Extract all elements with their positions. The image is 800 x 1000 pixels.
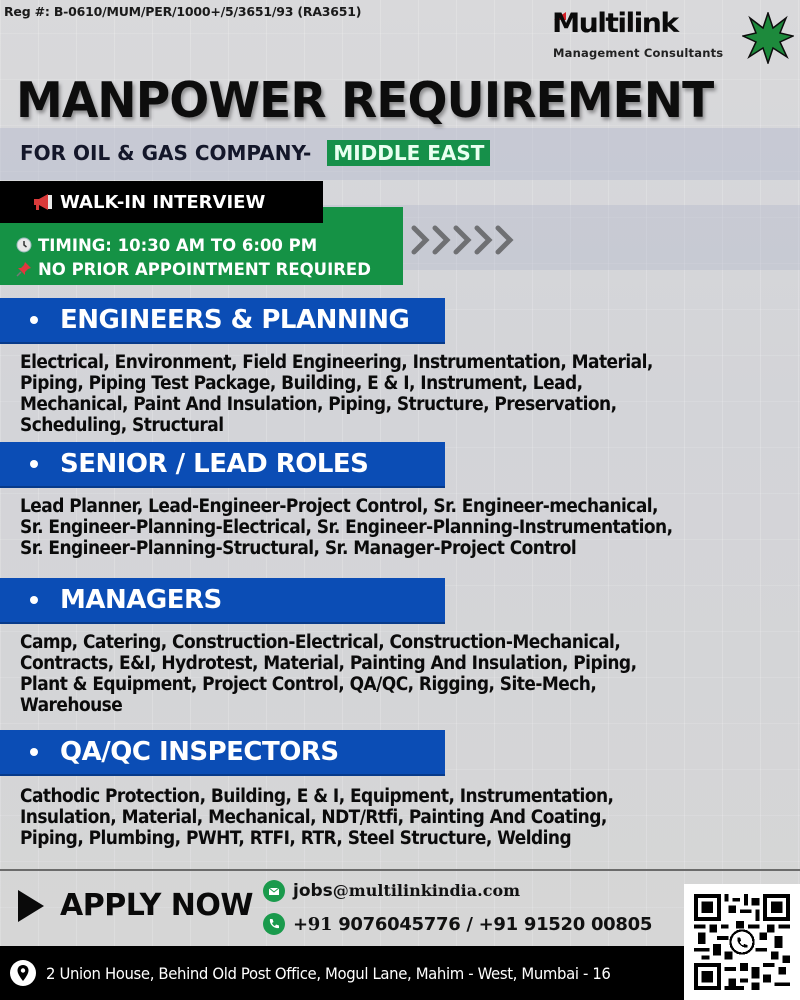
section-line: Sr. Engineer-Planning-Structural, Sr. Manager-Project Control xyxy=(20,538,577,559)
chevron-right-icon xyxy=(410,224,430,256)
subtitle xyxy=(20,140,490,166)
section-line: Plant & Equipment, Project Control, QA/QC, Rigging, Site-Mech, xyxy=(20,674,597,695)
section-line: Camp, Catering, Construction-Electrical, Construction-Mechanical, xyxy=(20,632,621,653)
pushpin-icon xyxy=(16,261,32,277)
bullet-icon xyxy=(30,748,38,756)
section-header-engineers xyxy=(0,298,445,344)
footer-address-bar xyxy=(0,946,800,1000)
star-icon xyxy=(742,12,794,64)
section-line: Electrical, Environment, Field Engineering, Instrumentation, Material, xyxy=(20,352,653,373)
section-line: Scheduling, Structural xyxy=(20,415,224,436)
section-line: Mechanical, Paint And Insulation, Piping, Structure, Preservation, xyxy=(20,394,617,415)
qr-code[interactable] xyxy=(684,884,800,1000)
region-badge: MIDDLE EAST xyxy=(327,140,490,166)
section-line: Piping, Piping Test Package, Building, E & I, Instrument, Lead, xyxy=(20,373,583,394)
phone-icon xyxy=(263,913,285,935)
appointment-row xyxy=(16,257,403,281)
section-line: Piping, Plumbing, PWHT, RTFI, RTR, Steel Structure, Welding xyxy=(20,828,572,849)
registration-number: Reg #: B-0610/MUM/PER/1000+/5/3651/93 (RA3651) xyxy=(4,4,362,19)
section-body-engineers xyxy=(20,352,728,436)
section-line: Cathodic Protection, Building, E & I, Equipment, Instrumentation, xyxy=(20,786,614,807)
subtitle-text: FOR OIL & GAS COMPANY- xyxy=(20,141,312,165)
section-body-managers xyxy=(20,632,728,716)
email-domain: @multilinkindia.com xyxy=(332,881,521,900)
logo-tagline: Management Consultants xyxy=(553,46,724,60)
email-link[interactable] xyxy=(293,881,520,901)
bullet-icon xyxy=(30,316,38,324)
appointment-text: NO PRIOR APPOINTMENT REQUIRED xyxy=(38,259,371,279)
phone-numbers[interactable] xyxy=(293,914,652,935)
email-icon xyxy=(263,880,285,902)
section-body-senior xyxy=(20,496,728,559)
page-title: MANPOWER REQUIREMENT xyxy=(16,72,714,129)
chevron-right-icon xyxy=(452,224,472,256)
walk-in-label xyxy=(0,181,323,223)
chevron-arrows xyxy=(410,224,514,256)
location-pin-icon xyxy=(10,960,36,986)
play-arrow-icon xyxy=(18,890,44,922)
email-row[interactable] xyxy=(263,880,520,902)
section-body-qaqc xyxy=(20,786,728,849)
megaphone-icon xyxy=(32,193,54,211)
section-title: SENIOR / LEAD ROLES xyxy=(60,449,369,479)
apply-now-label xyxy=(18,888,253,923)
logo-wordmark: Multilink xyxy=(552,8,678,39)
section-title: QA/QC INSPECTORS xyxy=(60,737,339,767)
timing-row xyxy=(16,233,403,257)
walk-in-text: WALK-IN INTERVIEW xyxy=(60,191,266,213)
company-logo xyxy=(550,6,798,66)
divider xyxy=(0,869,800,871)
section-title: ENGINEERS & PLANNING xyxy=(60,305,410,335)
section-line: Insulation, Material, Mechanical, NDT/Rtfi, Painting And Coating, xyxy=(20,807,607,828)
chevron-right-icon xyxy=(473,224,493,256)
address-text: 2 Union House, Behind Old Post Office, Mogul Lane, Mahim - West, Mumbai - 16 xyxy=(46,963,611,983)
email-user: jobs xyxy=(293,881,333,901)
section-line: Sr. Engineer-Planning-Electrical, Sr. Engineer-Planning-Instrumentation, xyxy=(20,517,673,538)
chevron-right-icon xyxy=(431,224,451,256)
bullet-icon xyxy=(30,596,38,604)
section-header-senior xyxy=(0,442,445,488)
phone-values: 9076045776 / +91 91520 00805 xyxy=(338,913,653,935)
apply-text: APPLY NOW xyxy=(60,888,254,923)
phone-row[interactable] xyxy=(263,913,652,935)
section-line: Contracts, E&I, Hydrotest, Material, Painting And Insulation, Piping, xyxy=(20,653,637,674)
qr-code-icon xyxy=(694,894,790,990)
clock-icon xyxy=(16,237,32,253)
section-header-managers xyxy=(0,578,445,624)
timing-text: TIMING: 10:30 AM TO 6:00 PM xyxy=(38,235,318,255)
phone-prefix: +91 xyxy=(293,913,333,935)
section-line: Lead Planner, Lead-Engineer-Project Control, Sr. Engineer-mechanical, xyxy=(20,496,658,517)
chevron-right-icon xyxy=(494,224,514,256)
section-header-qaqc xyxy=(0,730,445,776)
section-line: Warehouse xyxy=(20,695,123,716)
bullet-icon xyxy=(30,460,38,468)
section-title: MANAGERS xyxy=(60,585,222,615)
